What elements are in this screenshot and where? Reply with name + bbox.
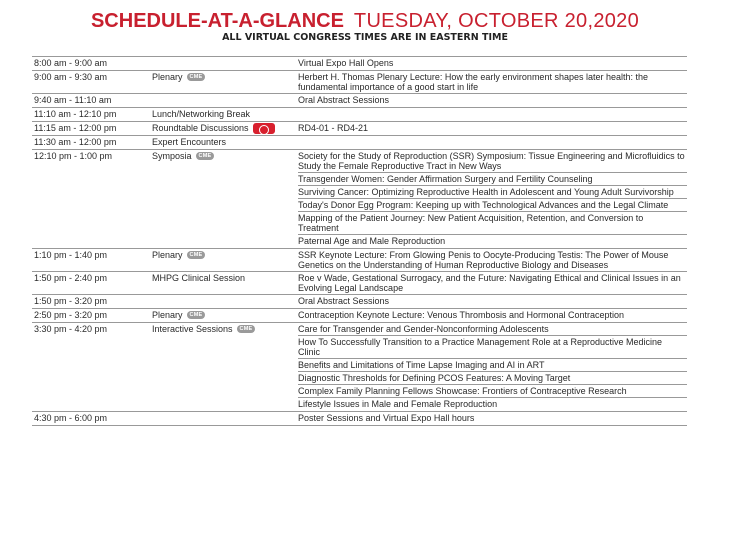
cme-badge: CME [187,251,206,259]
schedule-row [32,249,687,272]
time-cell: 9:40 am - 11:10 am [34,95,112,105]
session-title-cell: Herbert H. Thomas Plenary Lecture: How the early environment shapes later health: the fundamental importance of a good start in life [298,72,649,92]
session-type-label: Plenary [152,72,183,82]
schedule-row [32,309,687,323]
session-title-cell [298,108,687,121]
session-title: Mapping of the Patient Journey: New Patient Acquisition, Retention, and Conversion to Treatment [298,212,687,235]
session-type-label: Plenary [152,250,183,260]
schedule-row [32,412,687,426]
session-type-label: Roundtable Discussions [152,123,249,133]
schedule-row [32,108,687,122]
time-cell: 11:15 am - 12:00 pm [34,123,117,133]
schedule-table [32,56,687,426]
time-cell: 3:30 pm - 4:20 pm [34,324,108,334]
cme-badge: CME [187,73,206,81]
session-type-cell [152,249,298,271]
session-title-cell [298,150,687,248]
session-title: How To Successfully Transition to a Practice Management Role at a Reproductive Medicine Clinic [298,336,687,359]
schedule-title: SCHEDULE-AT-A-GLANCE [90,10,344,32]
session-type-label: Plenary [152,310,183,320]
schedule-row [32,272,687,295]
time-cell: 12:10 pm - 1:00 pm [34,151,113,161]
session-title: Today's Donor Egg Program: Keeping up with Technological Advances and the Legal Climate [298,199,687,212]
cme-badge: CME [196,152,215,160]
session-type-label: Interactive Sessions [152,324,233,334]
session-title-cell: Oral Abstract Sessions [298,95,390,105]
schedule-row [32,57,687,71]
time-cell: 1:50 pm - 2:40 pm [34,273,108,283]
schedule-row [32,136,687,150]
session-title-cell: Contraception Keynote Lecture: Venous Thrombosis and Hormonal Contraception [298,310,625,320]
roundtable-icon [253,123,275,134]
time-cell: 2:50 pm - 3:20 pm [34,310,108,320]
session-title-cell: Oral Abstract Sessions [298,296,390,306]
session-type-label: Lunch/Networking Break [152,109,251,119]
time-cell: 1:50 pm - 3:20 pm [34,296,108,306]
time-cell: 4:30 pm - 6:00 pm [34,413,108,423]
session-title: Surviving Cancer: Optimizing Reproductive Health in Adolescent and Young Adult Survivorship [298,186,687,199]
timezone-note: ALL VIRTUAL CONGRESS TIMES ARE IN EASTERN TIME [222,32,508,43]
schedule-row [32,295,687,309]
session-title-cell: SSR Keynote Lecture: From Glowing Penis to Oocyte-Producing Testis: The Power of Mouse Genetics on the Understanding of Human Reproductive Biology and Diseases [298,250,669,270]
session-type-cell [152,122,298,135]
session-title-cell [298,323,687,411]
session-type-cell [152,94,298,107]
session-type-cell [152,108,298,121]
session-type-cell [152,309,298,322]
schedule-date: TUESDAY, OCTOBER 20,2020 [353,10,640,32]
session-type-cell [152,71,298,93]
session-title: Transgender Women: Gender Affirmation Surgery and Fertility Counseling [298,173,687,186]
time-cell: 11:10 am - 12:10 pm [34,109,117,119]
session-title-cell [298,136,687,149]
schedule-row [32,71,687,94]
session-title: Lifestyle Issues in Male and Female Reproduction [298,399,498,409]
session-title: Care for Transgender and Gender-Nonconforming Adolescents [298,323,687,336]
session-type-cell [152,323,298,411]
session-type-label: MHPG Clinical Session [152,273,246,283]
time-cell: 1:10 pm - 1:40 pm [34,250,108,260]
session-type-cell [152,412,298,425]
session-type-label: Expert Encounters [152,137,227,147]
session-type-cell [152,295,298,308]
cme-badge: CME [237,325,256,333]
time-cell: 9:00 am - 9:30 am [34,72,108,82]
session-title: Society for the Study of Reproduction (SSR) Symposium: Tissue Engineering and Microfluidics to Study the Female Reproductive Tract in New Ways [298,150,687,173]
time-cell: 8:00 am - 9:00 am [34,58,108,68]
page-title [0,9,730,33]
schedule-row [32,150,687,249]
session-title-cell: RD4-01 - RD4-21 [298,123,369,133]
session-title-cell: Roe v Wade, Gestational Surrogacy, and the Future: Navigating Ethical and Clinical Issues in an Evolving Legal Landscape [298,273,681,293]
session-title: Benefits and Limitations of Time Lapse Imaging and AI in ART [298,359,687,372]
session-type-cell [152,272,298,294]
schedule-row [32,94,687,108]
cme-badge: CME [187,311,206,319]
schedule-row [32,122,687,136]
session-type-cell [152,136,298,149]
session-title-cell: Poster Sessions and Virtual Expo Hall hours [298,413,475,423]
session-type-label: Symposia [152,151,192,161]
session-title: Complex Family Planning Fellows Showcase: Frontiers of Contraceptive Research [298,385,687,398]
page-header [0,9,730,44]
session-title: Paternal Age and Male Reproduction [298,236,446,246]
session-title-cell: Virtual Expo Hall Opens [298,58,394,68]
time-cell: 11:30 am - 12:00 pm [34,137,117,147]
session-type-cell [152,150,298,248]
session-title: Diagnostic Thresholds for Defining PCOS Features: A Moving Target [298,372,687,385]
session-type-cell [152,57,298,70]
schedule-row [32,323,687,412]
